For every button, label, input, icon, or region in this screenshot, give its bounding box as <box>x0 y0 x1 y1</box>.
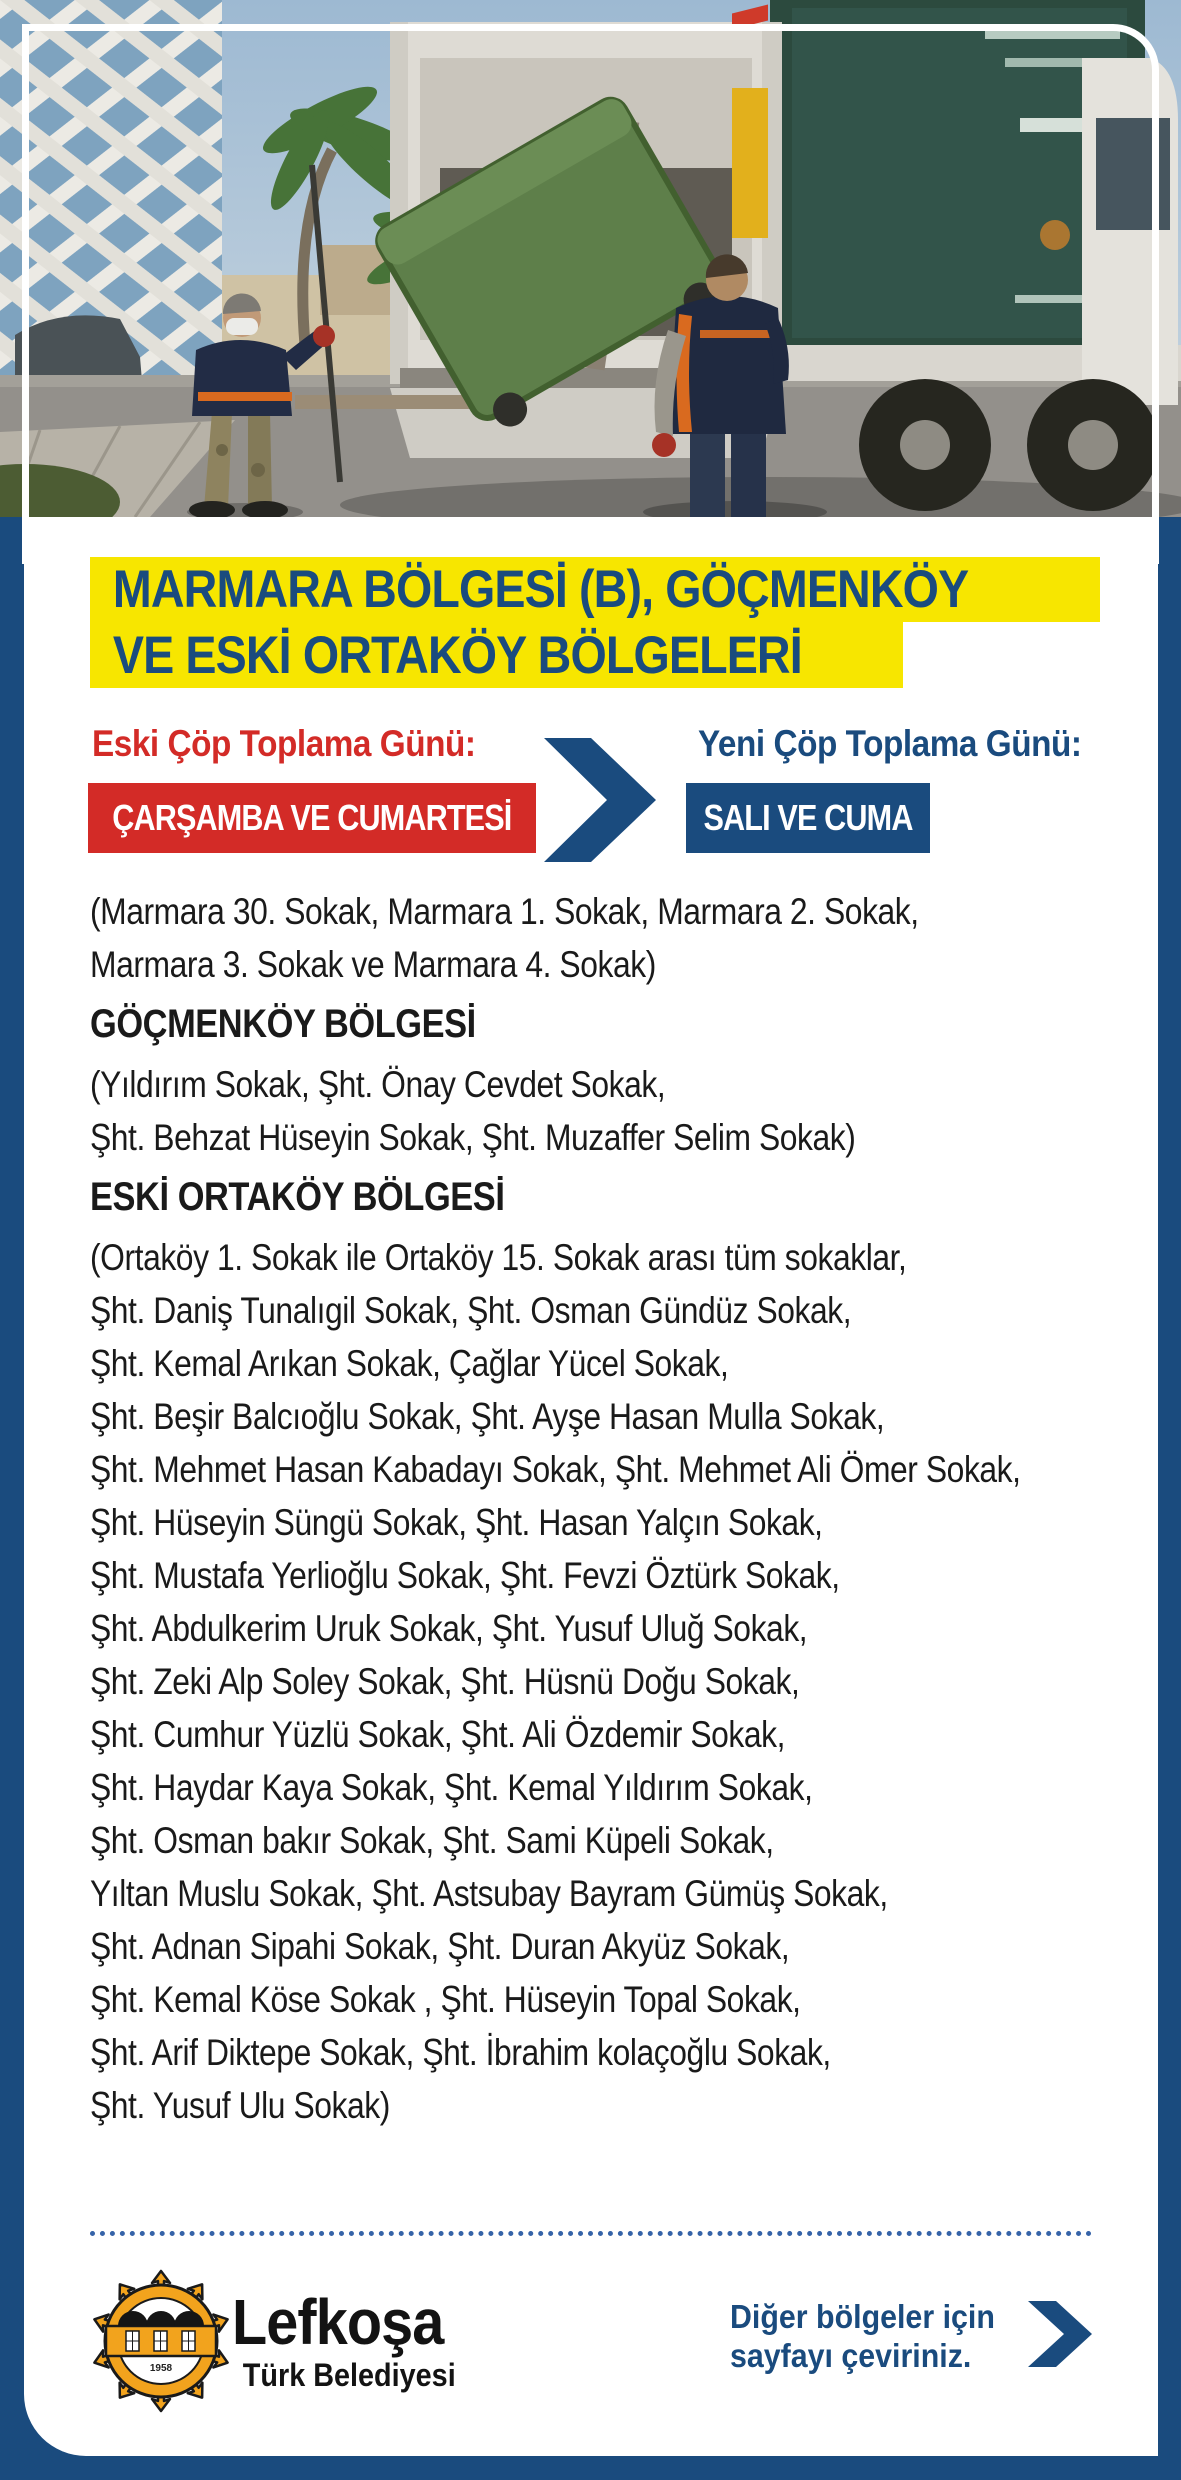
turn-page-note: Diğer bölgeler için sayfayı çeviriniz. <box>730 2298 995 2374</box>
street-line: Şht. Adnan Sipahi Sokak, Şht. Duran Akyüz Sokak, <box>90 1926 790 1967</box>
logo-title: Lefkoşa <box>232 2286 444 2358</box>
street-line: Şht. Arif Diktepe Sokak, Şht. İbrahim kolaçoğlu Sokak, <box>90 2032 831 2073</box>
content-card <box>24 517 1158 2456</box>
street-line: Şht. Mustafa Yerlioğlu Sokak, Şht. Fevzi Öztürk Sokak, <box>90 1555 840 1596</box>
street-line: Şht. Behzat Hüseyin Sokak, Şht. Muzaffer Selim Sokak) <box>90 1117 856 1158</box>
street-line: (Marmara 30. Sokak, Marmara 1. Sokak, Marmara 2. Sokak, <box>90 891 919 932</box>
street-line: Yıltan Muslu Sokak, Şht. Astsubay Bayram Gümüş Sokak, <box>90 1873 888 1914</box>
street-line: (Yıldırım Sokak, Şht. Önay Cevdet Sokak, <box>90 1064 666 1105</box>
street-line: Şht. Hüseyin Süngü Sokak, Şht. Hasan Yalçın Sokak, <box>90 1502 823 1543</box>
street-line: Şht. Zeki Alp Soley Sokak, Şht. Hüsnü Doğu Sokak, <box>90 1661 800 1702</box>
hero-photo <box>0 0 1181 517</box>
street-line: Şht. Daniş Tunalıgil Sokak, Şht. Osman Gündüz Sokak, <box>90 1290 852 1331</box>
logo-subtitle: Türk Belediyesi <box>242 2357 456 2393</box>
region-heading: ESKİ ORTAKÖY BÖLGESİ <box>90 1175 505 1219</box>
street-line: Şht. Cumhur Yüzlü Sokak, Şht. Ali Özdemir Sokak, <box>90 1714 786 1755</box>
old-collection-day-label: Eski Çöp Toplama Günü: <box>92 723 476 764</box>
page-title: MARMARA BÖLGESİ (B), GÖÇMENKÖY <box>112 560 969 619</box>
garbage-truck-photo <box>0 0 1181 517</box>
street-line: Şht. Beşir Balcıoğlu Sokak, Şht. Ayşe Hasan Mulla Sokak, <box>90 1396 885 1437</box>
street-list <box>90 885 1180 2132</box>
street-line: Şht. Kemal Arıkan Sokak, Çağlar Yücel Sokak, <box>90 1343 729 1384</box>
logo-year: 1958 <box>149 2363 173 2374</box>
old-days-box <box>88 783 536 853</box>
street-line: Şht. Haydar Kaya Sokak, Şht. Kemal Yıldırım Sokak, <box>90 1767 813 1808</box>
municipality-logo-icon <box>86 2269 236 2419</box>
arrow-right-icon <box>544 738 656 862</box>
street-line: Şht. Kemal Köse Sokak , Şht. Hüseyin Topal Sokak, <box>90 1979 801 2020</box>
new-collection-day-label: Yeni Çöp Toplama Günü: <box>698 723 1082 764</box>
street-line: Marmara 3. Sokak ve Marmara 4. Sokak) <box>90 944 656 985</box>
new-days-value: SALI VE CUMA <box>703 797 913 838</box>
street-line: Şht. Yusuf Ulu Sokak) <box>90 2085 390 2126</box>
page-title-line2: VE ESKİ ORTAKÖY BÖLGELERİ <box>90 622 903 688</box>
street-line: Şht. Osman bakır Sokak, Şht. Sami Küpeli Sokak, <box>90 1820 774 1861</box>
street-line: Şht. Mehmet Hasan Kabadayı Sokak, Şht. Mehmet Ali Ömer Sokak, <box>90 1449 1021 1490</box>
street-line: Şht. Abdulkerim Uruk Sokak, Şht. Yusuf Uluğ Sokak, <box>90 1608 808 1649</box>
street-line: (Ortaköy 1. Sokak ile Ortaköy 15. Sokak arası tüm sokaklar, <box>90 1237 907 1278</box>
page-background <box>0 517 1181 2480</box>
dotted-separator <box>90 2231 1092 2236</box>
region-heading: GÖÇMENKÖY BÖLGESİ <box>90 1002 476 1046</box>
next-page-chevron-icon <box>1028 2301 1092 2367</box>
new-days-box <box>686 783 930 853</box>
page-title-line1 <box>90 557 1100 622</box>
municipality-name <box>232 2286 481 2393</box>
old-days-value: ÇARŞAMBA VE CUMARTESİ <box>112 797 512 838</box>
